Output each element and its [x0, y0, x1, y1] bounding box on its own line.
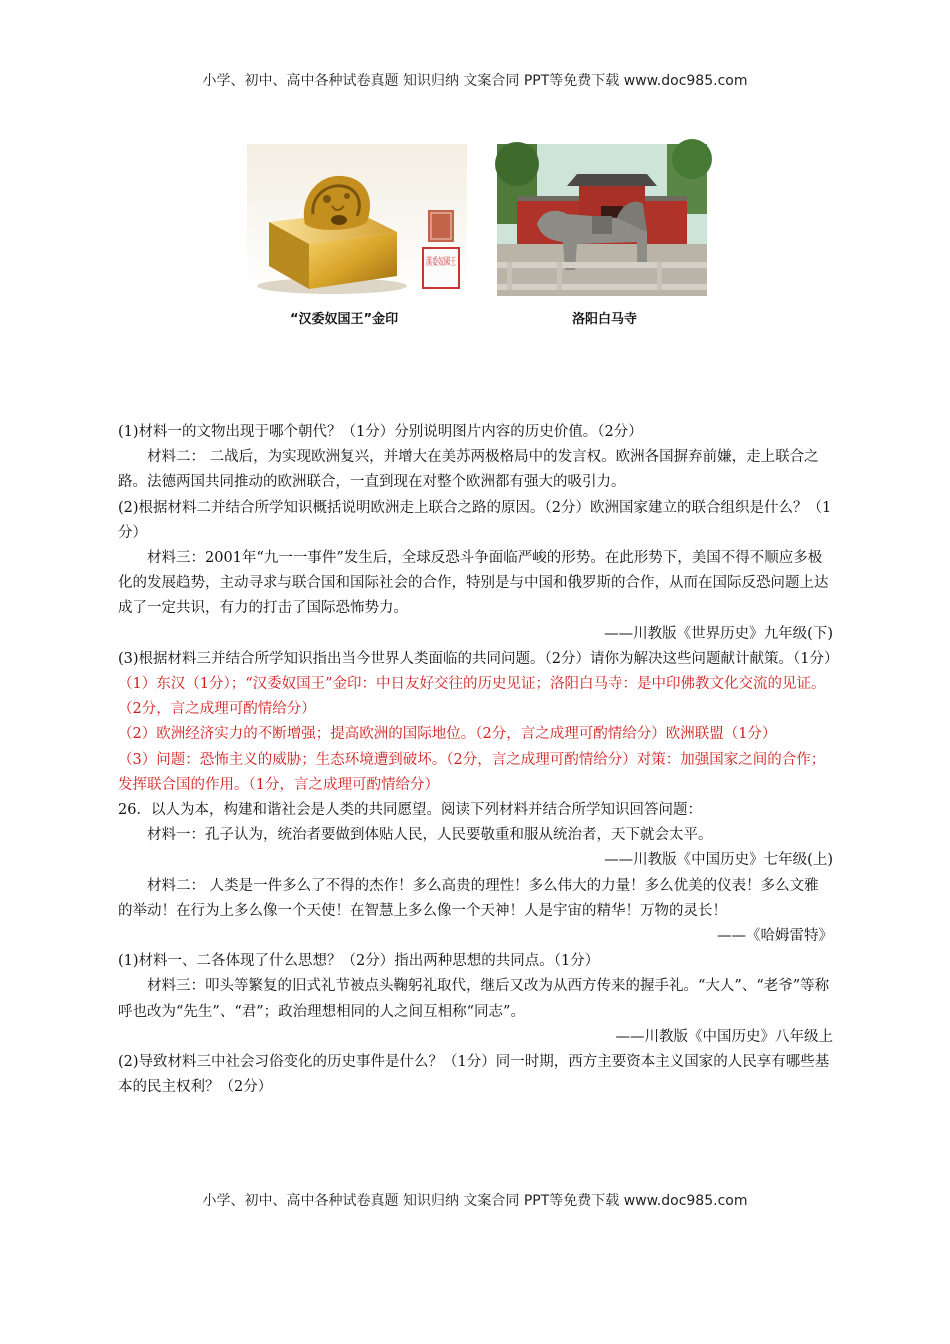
q25-answer-2: （2）欧洲经济实力的不断增强；提高欧洲的国际地位。（2分，言之成理可酌情给分）欧洲联盟（1分） [118, 726, 777, 743]
q25-answer-1: （1）东汉（1分）；“汉委奴国王”金印：中日友好交往的历史见证；洛阳白马寺：是中印佛教文化交流的见证。（2分，言之成理可酌情给分） [118, 676, 826, 718]
question-content [118, 420, 839, 1100]
q25-answer-3: （3）问题：恐怖主义的威胁；生态环境遭到破坏。（2分，言之成理可酌情给分）对策：加强国家之间的合作；发挥联合国的作用。（1分，言之成理可酌情给分） [118, 751, 826, 793]
q25-question-3: (3)根据材料三并结合所学知识指出当今世界人类面临的共同问题。（2分）请你为解决这些问题献计献策。（1分） [118, 650, 839, 667]
q25-question-1: (1)材料一的文物出现于哪个朝代？（1分）分别说明图片内容的历史价值。（2分） [118, 424, 643, 440]
q25-question-2: (2)根据材料二并结合所学知识概括说明欧洲走上联合之路的原因。（2分）欧洲国家建立的联合组织是什么？（1分） [118, 499, 832, 541]
temple-caption: 洛阳白马寺 [572, 312, 638, 327]
q26-material-2: 材料二： 人类是一件多么了不得的杰作！多么高贵的理性！多么伟大的力量！多么优美的仪表！多么文雅的举动！在行为上多么像一个天使！在智慧上多么像一个天神！人是宇宙的精华！万物的灵长！ [118, 877, 819, 919]
q26-material-2-source: ——《哈姆雷特》 [717, 928, 833, 945]
seal-caption: “汉委奴国王”金印 [290, 312, 399, 327]
seal-stamp-text: 漢委奴國王 [426, 257, 476, 268]
q26-material-1-source: ——川教版《中国历史》七年级(上) [604, 852, 833, 869]
q26-question-2: (2)导致材料三中社会习俗变化的历史事件是什么？（1分）同一时期，西方主要资本主义国家的人民享有哪些基本的民主权利？（2分） [118, 1054, 830, 1096]
gold-seal-image [247, 144, 476, 296]
page-header: 小学、初中、高中各种试卷真题 知识归纳 文案合同 PPT等免费下载 www.doc985.com [202, 73, 748, 89]
q25-material-2: 材料二： 二战后，为实现欧洲复兴，并增大在美苏两极格局中的发言权。欧洲各国摒弃前嫌，走上联合之路。法德两国共同推动的欧洲联合，一直到现在对整个欧洲都有强大的吸引力。 [118, 449, 819, 491]
q26-material-1: 材料一：孔子认为，统治者要做到体贴人民，人民要敬重和服从统治者，天下就会太平。 [147, 827, 713, 844]
q25-material-3-source: ——川教版《世界历史》九年级(下) [604, 625, 833, 642]
q25-material-3: 材料三：2001年“九一一事件”发生后，全球反恐斗争面临严峻的形势。在此形势下，美国不得不顺应多极化的发展趋势，主动寻求与联合国和国际社会的合作，特别是与中国和俄罗斯的合作，从而在国际反恐问题上达成了一定共识，有力的打击了国际恐怖势力。 [118, 550, 829, 617]
white-horse-temple-image [497, 144, 707, 296]
page-footer: 小学、初中、高中各种试卷真题 知识归纳 文案合同 PPT等免费下载 www.doc985.com [202, 1193, 748, 1209]
q26-material-3-source: ——川教版《中国历史》八年级上 [615, 1028, 833, 1045]
q26-question-1: (1)材料一、二各体现了什么思想？（2分）指出两种思想的共同点。（1分） [118, 953, 600, 970]
q26-material-3: 材料三：叩头等繁复的旧式礼节被点头鞠躬礼取代，继后又改为从西方传来的握手礼。“大人”、“老爷”等称呼也改为“先生”、“君”；政治理想相同的人之间互相称“同志”。 [118, 978, 830, 1020]
q26-stem: 26．以人为本，构建和谐社会是人类的共同愿望。阅读下列材料并结合所学知识回答问题： [118, 802, 702, 819]
